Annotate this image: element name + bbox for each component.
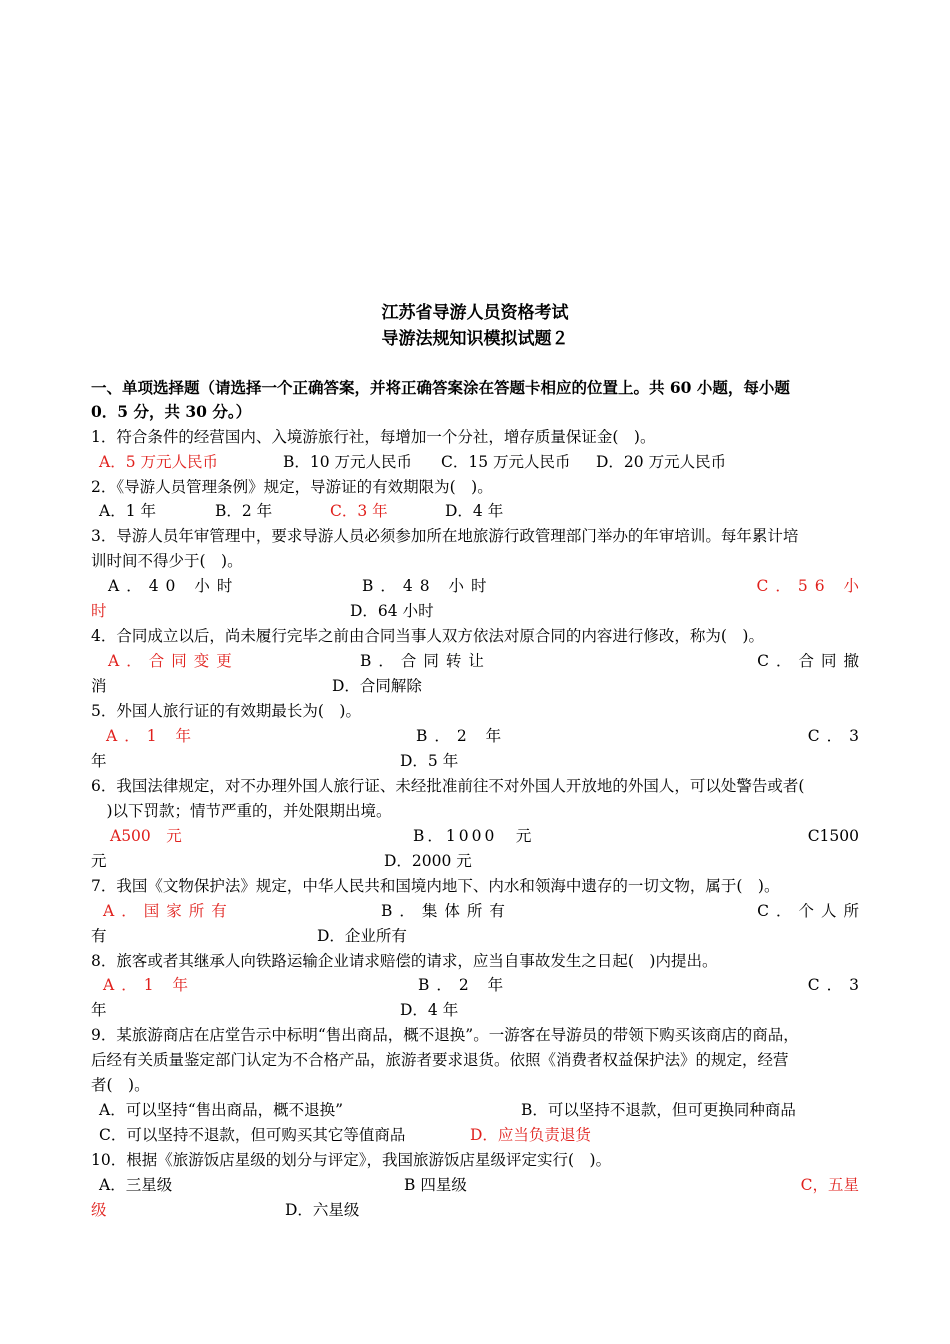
option-1b: B．10 万元人民币	[283, 453, 413, 471]
question-4: 4．合同成立以后，尚未履行完毕之前由合同当事人双方依法对原合同的内容进行修改，称为( )。	[91, 627, 764, 645]
option-10b: B 四星级	[404, 1176, 467, 1194]
question-9: 9．某旅游商店在店堂告示中标明“售出商品，概不退换”。一游客在导游员的带领下购买该商店的商品，	[91, 1026, 799, 1044]
question-7: 7．我国《文物保护法》规定，中华人民共和国境内地下、内水和领海中遗存的一切文物，属于( )。	[91, 877, 780, 895]
option-3a: A．40 小时	[108, 577, 240, 595]
option-9b: B．可以坚持不退款，但可更换同种商品	[521, 1101, 796, 1119]
question-8: 8．旅客或者其继承人向铁路运输企业请求赔偿的请求，应当自事故发生之日起( )内提出。	[91, 952, 718, 970]
option-7c: C．个人所	[757, 902, 866, 920]
question-1: 1．符合条件的经营国内、入境游旅行社，每增加一个分社，增存质量保证金( )。	[91, 428, 656, 446]
question-10: 10．根据《旅游饭店星级的划分与评定》，我国旅游饭店星级评定实行( )。	[91, 1151, 612, 1169]
option-2d: D．4 年	[445, 502, 504, 520]
option-9d: D．应当负责退货	[470, 1126, 591, 1144]
option-2a: A．1 年	[99, 502, 156, 520]
option-4b: B．合同转让	[360, 652, 491, 670]
option-6a: A500 元	[110, 827, 182, 845]
option-3d: D．64 小时	[350, 602, 434, 620]
option-8c-cont: 年	[91, 1001, 107, 1019]
option-4d: D．合同解除	[332, 677, 422, 695]
option-5c-cont: 年	[91, 752, 107, 770]
option-3c-cont: 时	[91, 602, 107, 620]
question-5: 5．外国人旅行证的有效期最长为( )。	[91, 702, 361, 720]
section-heading-cont: 0．5 分，共 30 分。）	[91, 402, 252, 421]
question-3-cont: 训时间不得少于( )。	[91, 552, 243, 570]
question-9-cont2: 者( )。	[91, 1076, 150, 1094]
option-7b: B．集体所有	[381, 902, 512, 920]
option-7d: D．企业所有	[317, 927, 407, 945]
question-9-cont: 后经有关质量鉴定部门认定为不合格产品，旅游者要求退货。依照《消费者权益保护法》的规定，经营	[91, 1051, 789, 1069]
option-4a: A．合同变更	[108, 652, 239, 670]
option-6c: C1500	[807, 827, 859, 845]
option-2b: B．2 年	[215, 502, 273, 520]
exam-subtitle: 导游法规知识模拟试题２	[381, 329, 569, 349]
option-6c-cont: 元	[91, 852, 107, 870]
exam-title: 江苏省导游人员资格考试	[381, 303, 569, 323]
option-8c: C．3	[807, 976, 866, 994]
option-6d: D．2000 元	[384, 852, 472, 870]
option-5b: B．2 年	[416, 727, 509, 745]
option-1d: D．20 万元人民币	[596, 453, 727, 471]
option-5d: D．5 年	[400, 752, 459, 770]
option-3c: C．56 小	[756, 577, 866, 595]
option-2c: C．3 年	[330, 502, 388, 520]
question-2: 2．《导游人员管理条例》规定，导游证的有效期限为( )。	[91, 478, 493, 496]
question-6: 6．我国法律规定，对不办理外国人旅行证、未经批准前往不对外国人开放地的外国人，可以处警告或者(	[91, 777, 805, 795]
section-heading: 一、单项选择题（请选择一个正确答案，并将正确答案涂在答题卡相应的位置上。共 60 小题，每小题	[91, 378, 790, 397]
option-8b: B．2 年	[418, 976, 511, 994]
option-4c: C．合同撤	[757, 652, 866, 670]
option-5a: A．1 年	[106, 727, 198, 745]
option-10c: C，五星	[800, 1176, 859, 1194]
option-7c-cont: 有	[91, 927, 107, 945]
option-9c: C．可以坚持不退款，但可购买其它等值商品	[99, 1126, 406, 1144]
option-10a: A．三星级	[99, 1176, 173, 1194]
option-1a: A．5 万元人民币	[99, 453, 218, 471]
question-6-cont: )以下罚款；情节严重的，并处限期出境。	[91, 802, 392, 820]
option-1c: C．15 万元人民币	[441, 453, 571, 471]
option-8d: D．4 年	[400, 1001, 459, 1019]
option-10d: D．六星级	[285, 1201, 360, 1219]
option-9a: A．可以坚持“售出商品，概不退换”	[99, 1101, 344, 1119]
question-3: 3．导游人员年审管理中，要求导游人员必须参加所在地旅游行政管理部门举办的年审培训。每年累计培	[91, 527, 799, 545]
option-5c: C．3	[807, 727, 866, 745]
option-10c-cont: 级	[91, 1201, 107, 1219]
option-6b: B．1000 元	[413, 827, 535, 845]
option-8a: A．1 年	[103, 976, 195, 994]
option-3b: B．48 小时	[362, 577, 494, 595]
option-4c-cont: 消	[91, 677, 107, 695]
option-7a: A．国家所有	[103, 902, 234, 920]
